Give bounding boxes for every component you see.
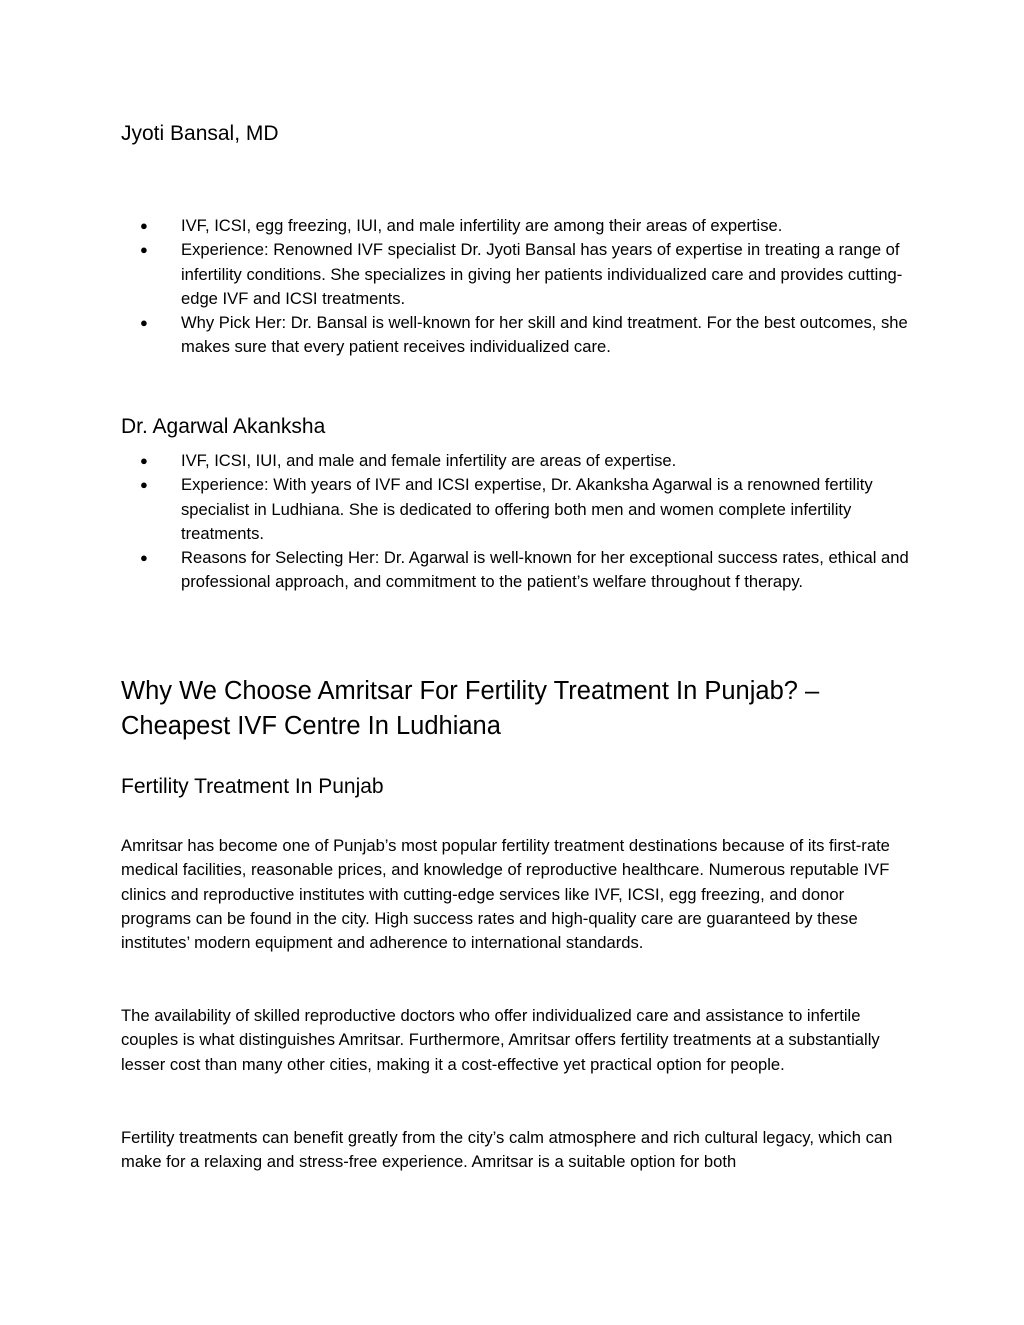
bullet-icon: ● — [140, 477, 148, 493]
list-item: ● IVF, ICSI, egg freezing, IUI, and male infertility are among their areas of expertise. — [121, 214, 911, 238]
paragraph: Fertility treatments can benefit greatly from the city’s calm atmosphere and rich cultural legacy, which can make for a relaxing and stress-free experience. Amritsar is a suitable option for both — [121, 1128, 893, 1172]
list-item: ● Reasons for Selecting Her: Dr. Agarwal is well-known for her exceptional success rates, ethical and professional approach, and commitment to the patient’s welfare throughout f therapy. — [140, 548, 909, 592]
bullet-icon: ● — [140, 550, 148, 566]
list-item: ● Why Pick Her: Dr. Bansal is well-known for her skill and kind treatment. For the best outcomes, she makes sure that every patient receives individualized care. — [140, 313, 908, 357]
agarwal-bullet-list — [121, 449, 911, 595]
bullet-icon: ● — [140, 453, 148, 468]
doctor-heading-agarwal: Dr. Agarwal Akanksha — [121, 415, 326, 438]
section-heading: Why We Choose Amritsar For Fertility Treatment In Punjab? – Cheapest IVF Centre In Ludhiana — [121, 677, 820, 740]
paragraph: The availability of skilled reproductive doctors who offer individualized care and assistance to infertile couples is what distinguishes Amritsar. Furthermore, Amritsar offers fertility treatments at a substantially lesser cost than many other cities, making it a cost-effective yet practical option for people. — [121, 1006, 880, 1074]
section-subheading: Fertility Treatment In Punjab — [121, 775, 384, 798]
list-item: ● Experience: Renowned IVF specialist Dr. Jyoti Bansal has years of expertise in treating a range of infertility conditions. She specializes in giving her patients individualized care and provides cutting-edge IVF and ICSI treatments. — [140, 240, 903, 308]
list-item: ● IVF, ICSI, IUI, and male and female infertility are areas of expertise. — [121, 449, 911, 473]
list-item: ● Experience: With years of IVF and ICSI expertise, Dr. Akanksha Agarwal is a renowned fertility specialist in Ludhiana. She is dedicated to offering both men and women complete infertility treatments. — [140, 475, 873, 543]
paragraph: Amritsar has become one of Punjab’s most popular fertility treatment destinations because of its first-rate medical facilities, reasonable prices, and knowledge of reproductive healthcare. Numerous reputable IVF clinics and reproductive institutes with cutting-edge services like IVF, ICSI, egg freezing, and donor programs can be found in the city. High success rates and high-quality care are guaranteed by these institutes’ modern equipment and adherence to international standards. — [121, 836, 890, 953]
bullet-icon: ● — [140, 242, 148, 258]
doctor-heading-bansal: Jyoti Bansal, MD — [121, 122, 279, 145]
bansal-bullet-list — [121, 214, 911, 360]
bullet-icon: ● — [140, 315, 148, 331]
bullet-icon: ● — [140, 218, 148, 233]
